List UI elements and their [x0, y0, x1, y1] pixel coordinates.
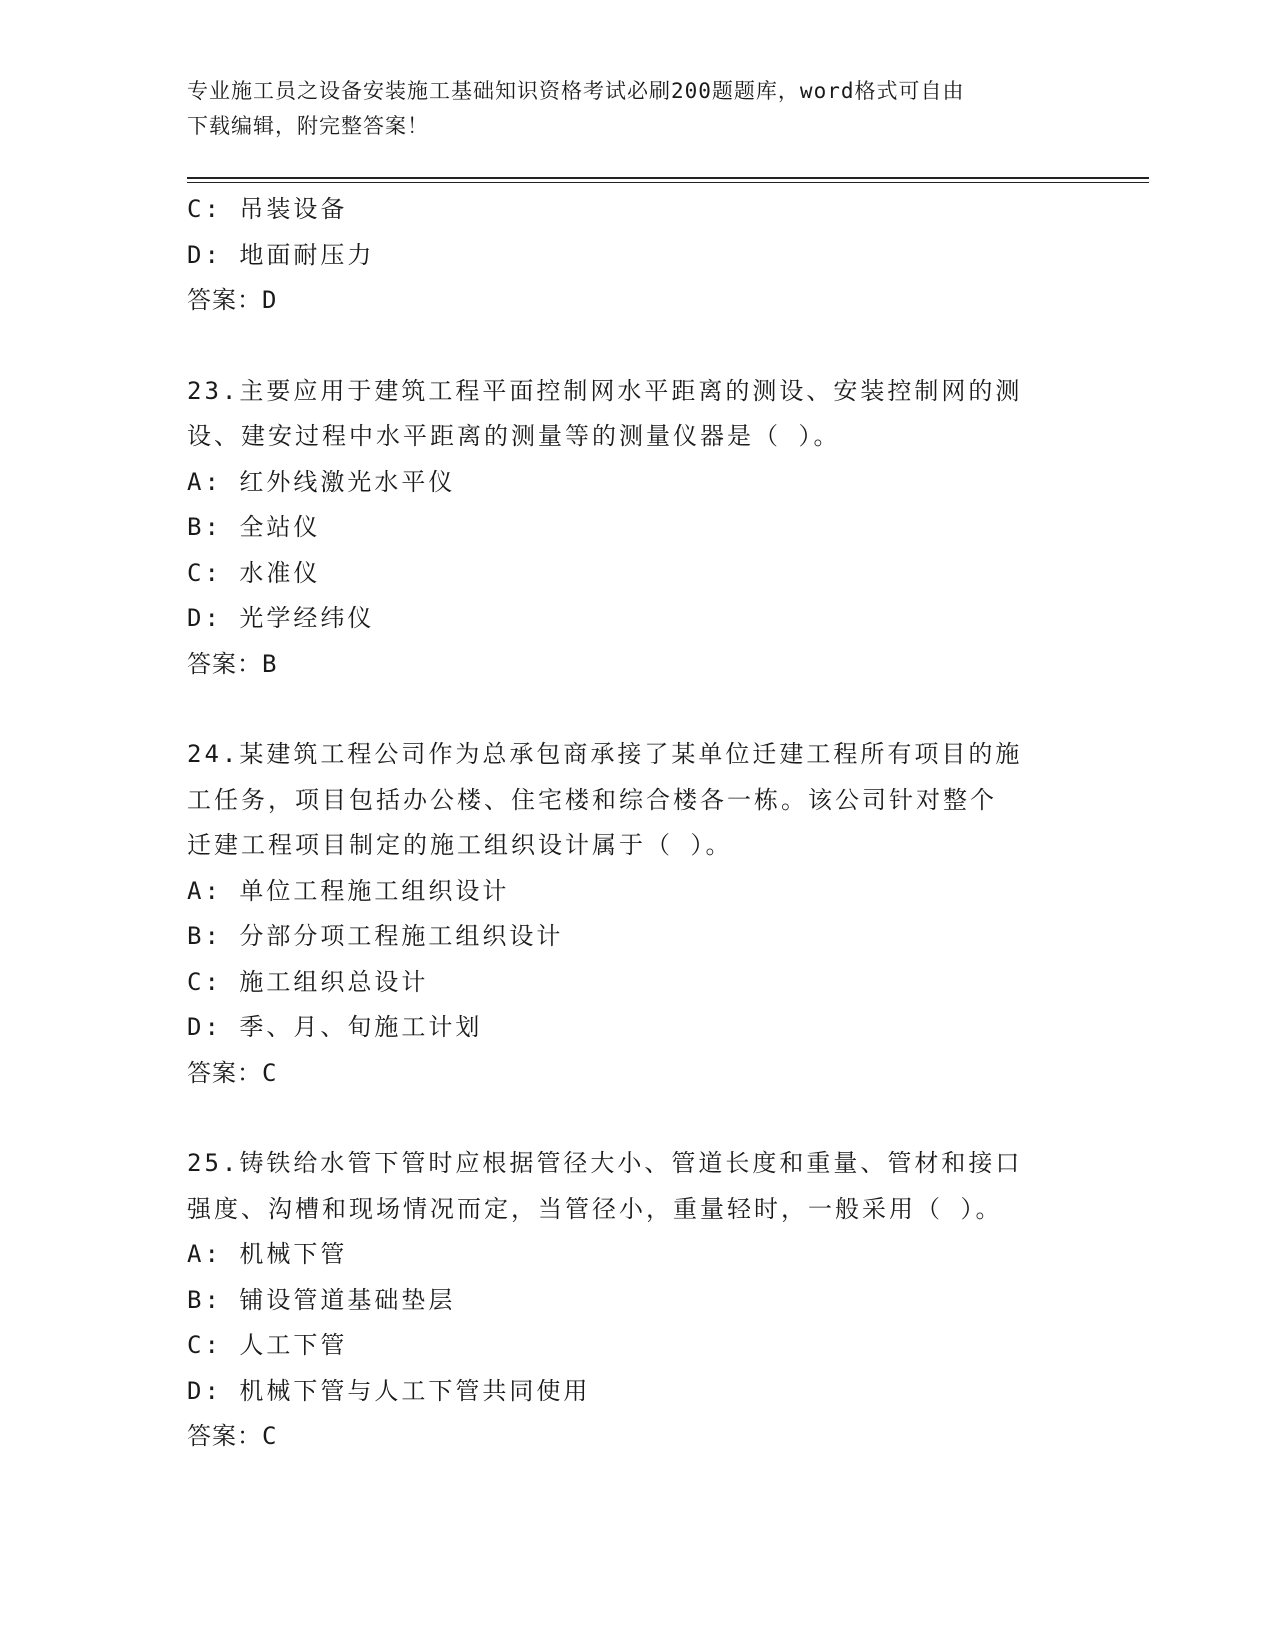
question-24 [187, 732, 1087, 1096]
option-d: D: 机械下管与人工下管共同使用 [187, 1376, 591, 1405]
spacer [187, 687, 1087, 732]
answer: 答案：B [187, 649, 278, 678]
question-23 [187, 369, 1087, 688]
question-25 [187, 1141, 1087, 1460]
header-line-2: 下载编辑，附完整答案！ [187, 114, 429, 138]
option-a: A: 红外线激光水平仪 [187, 467, 456, 496]
question-22-fragment [187, 187, 1087, 324]
option-d: D: 季、月、旬施工计划 [187, 1013, 483, 1041]
header-divider-thin [187, 182, 1149, 183]
answer: 答案：D [187, 286, 278, 314]
header-line-1: 专业施工员之设备安装施工基础知识资格考试必刷200题题库，word格式可自由 [187, 79, 965, 103]
option-c: C: 人工下管 [187, 1331, 348, 1359]
question-list [187, 187, 1087, 1460]
option-c: C: 吊装设备 [187, 195, 348, 223]
answer: 答案：C [187, 1058, 278, 1087]
question-stem-line: 25.铸铁给水管下管时应根据管径大小、管道长度和重量、管材和接口 [187, 1149, 1023, 1177]
question-stem-line: 23.主要应用于建筑工程平面控制网水平距离的测设、安装控制网的测 [187, 376, 1023, 405]
question-stem-line: 迁建工程项目制定的施工组织设计属于（ ）。 [187, 831, 733, 859]
question-stem-line: 工任务，项目包括办公楼、住宅楼和综合楼各一栋。该公司针对整个 [187, 785, 997, 814]
question-stem-line: 强度、沟槽和现场情况而定，当管径小，重量轻时，一般采用（ ）。 [187, 1194, 1003, 1223]
option-a: A: 机械下管 [187, 1240, 348, 1268]
option-b: B: 全站仪 [187, 513, 321, 541]
option-d: D: 地面耐压力 [187, 240, 375, 269]
spacer [187, 324, 1087, 369]
question-stem-line: 24.某建筑工程公司作为总承包商承接了某单位迁建工程所有项目的施 [187, 740, 1023, 768]
option-d: D: 光学经纬仪 [187, 604, 375, 632]
option-c: C: 水准仪 [187, 558, 321, 587]
spacer [187, 1096, 1087, 1141]
answer: 答案：C [187, 1422, 278, 1450]
option-c: C: 施工组织总设计 [187, 967, 429, 996]
header-divider-thick [187, 177, 1149, 179]
option-b: B: 分部分项工程施工组织设计 [187, 922, 564, 950]
option-a: A: 单位工程施工组织设计 [187, 876, 510, 905]
question-stem-line: 设、建安过程中水平距离的测量等的测量仪器是（ ）。 [187, 422, 841, 450]
option-b: B: 铺设管道基础垫层 [187, 1285, 456, 1314]
document-header [187, 74, 1087, 144]
